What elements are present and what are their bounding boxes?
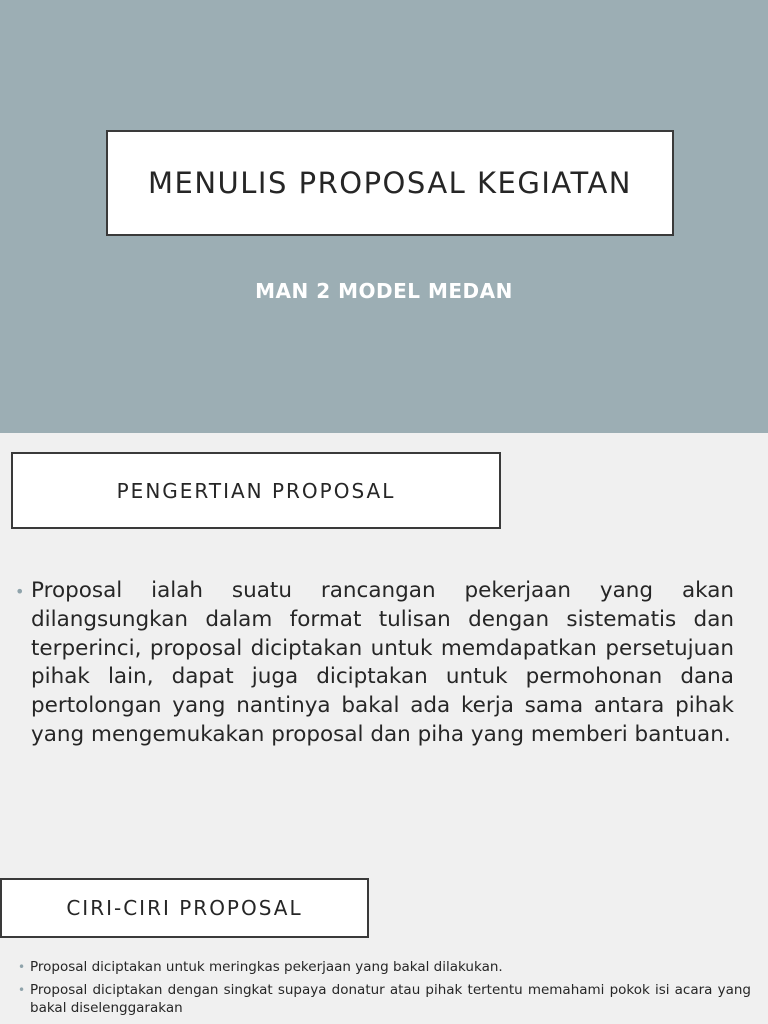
bullet-icon: • (18, 960, 26, 974)
title-box (106, 130, 674, 236)
section-heading-box-ciri (0, 878, 369, 938)
list-item-text: Proposal diciptakan untuk meringkas pekerjaan yang bakal dilakukan. (30, 959, 503, 975)
presentation-title: MENULIS PROPOSAL KEGIATAN (148, 166, 632, 200)
list-item (18, 958, 751, 976)
presentation-subtitle: MAN 2 MODEL MEDAN (255, 279, 513, 303)
characteristics-list (18, 958, 751, 1022)
list-item-text: Proposal diciptakan dengan singkat supaya donatur atau pihak tertentu memahami pokok isi acara yang bakal diselenggarakan (30, 982, 751, 1016)
section-heading-pengertian: PENGERTIAN PROPOSAL (116, 478, 396, 503)
definition-paragraph (15, 577, 734, 750)
section-heading-ciri: CIRI-CIRI PROPOSAL (66, 896, 303, 920)
bullet-icon: • (18, 983, 26, 997)
section-heading-box-pengertian (11, 452, 501, 529)
title-slide (0, 0, 768, 433)
list-item (18, 981, 751, 1017)
bullet-icon: • (15, 582, 25, 601)
definition-text: Proposal ialah suatu rancangan pekerjaan yang akan dilangsungkan dalam format tulisan dengan sistematis dan terperinci, proposal diciptakan untuk memdapatkan persetujuan pihak lain, dapat juga diciptakan untuk permohonan dana pertolongan yang nantinya bakal ada kerja sama antara pihak yang mengemukakan proposal dan piha yang memberi bantuan. (31, 578, 734, 747)
